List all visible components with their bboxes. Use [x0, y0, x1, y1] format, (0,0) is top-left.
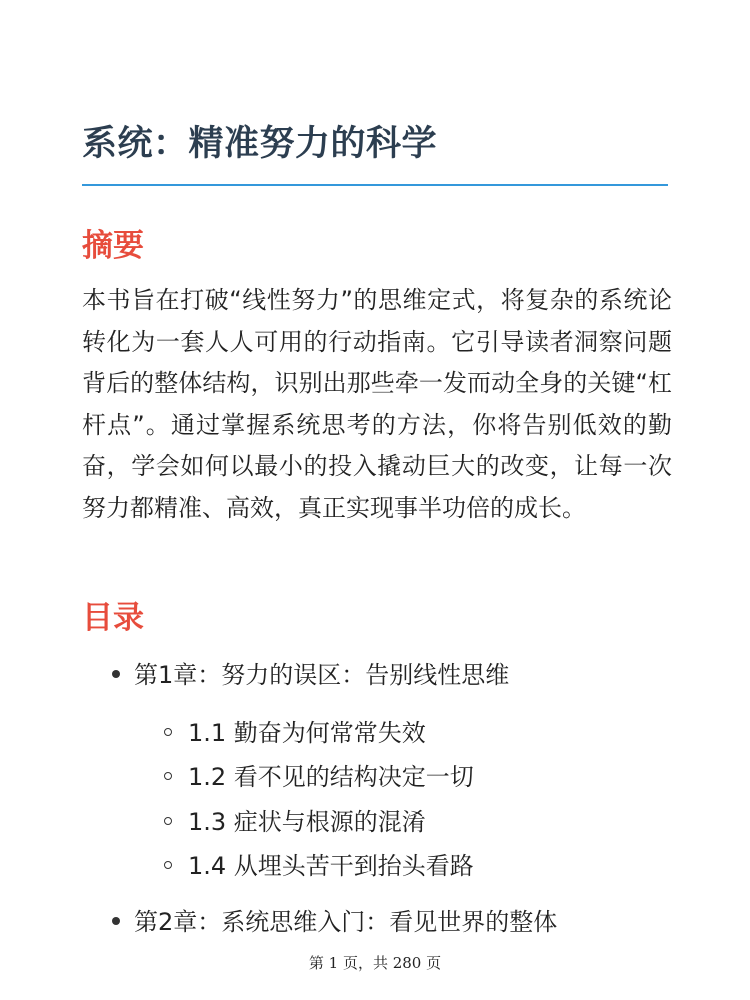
toc-section-1-4 — [164, 850, 474, 882]
hollow-bullet-icon — [164, 817, 172, 825]
toc-section-label: 1.3 症状与根源的混淆 — [188, 808, 426, 836]
toc-section-1-1 — [164, 717, 426, 749]
abstract-paragraph: 本书旨在打破“线性努力”的思维定式，将复杂的系统论转化为一套人人可用的行动指南。它引导读者洞察问题背后的整体结构，识别出那些牵一发而动全身的关键“杠杆点”。通过掌握系统思考的方法，你将告别低效的勤奋，学会如何以最小的投入撬动巨大的改变，让每一次努力都精准、高效，真正实现事半功倍的成长。 — [82, 286, 672, 522]
toc-section-label: 1.2 看不见的结构决定一切 — [188, 763, 474, 791]
bullet-icon — [112, 917, 120, 925]
toc-chapter-1 — [112, 659, 509, 691]
hollow-bullet-icon — [164, 772, 172, 780]
toc-section-1-3 — [164, 806, 426, 838]
bullet-icon — [112, 670, 120, 678]
hollow-bullet-icon — [164, 728, 172, 736]
hollow-bullet-icon — [164, 861, 172, 869]
toc-heading: 目录 — [82, 600, 144, 636]
toc-chapter-label: 第1章：努力的误区：告别线性思维 — [134, 661, 510, 689]
toc-chapter-label: 第2章：系统思维入门：看见世界的整体 — [134, 908, 558, 936]
toc-chapter-2 — [112, 906, 557, 938]
toc-section-label: 1.4 从埋头苦干到抬头看路 — [188, 852, 474, 880]
toc-section-label: 1.1 勤奋为何常常失效 — [188, 719, 426, 747]
abstract-heading: 摘要 — [82, 228, 144, 264]
document-title: 系统：精准努力的科学 — [82, 124, 438, 164]
toc-section-1-2 — [164, 761, 474, 793]
page-number-footer: 第 1 页，共 280 页 — [308, 954, 442, 972]
title-divider — [82, 184, 668, 186]
